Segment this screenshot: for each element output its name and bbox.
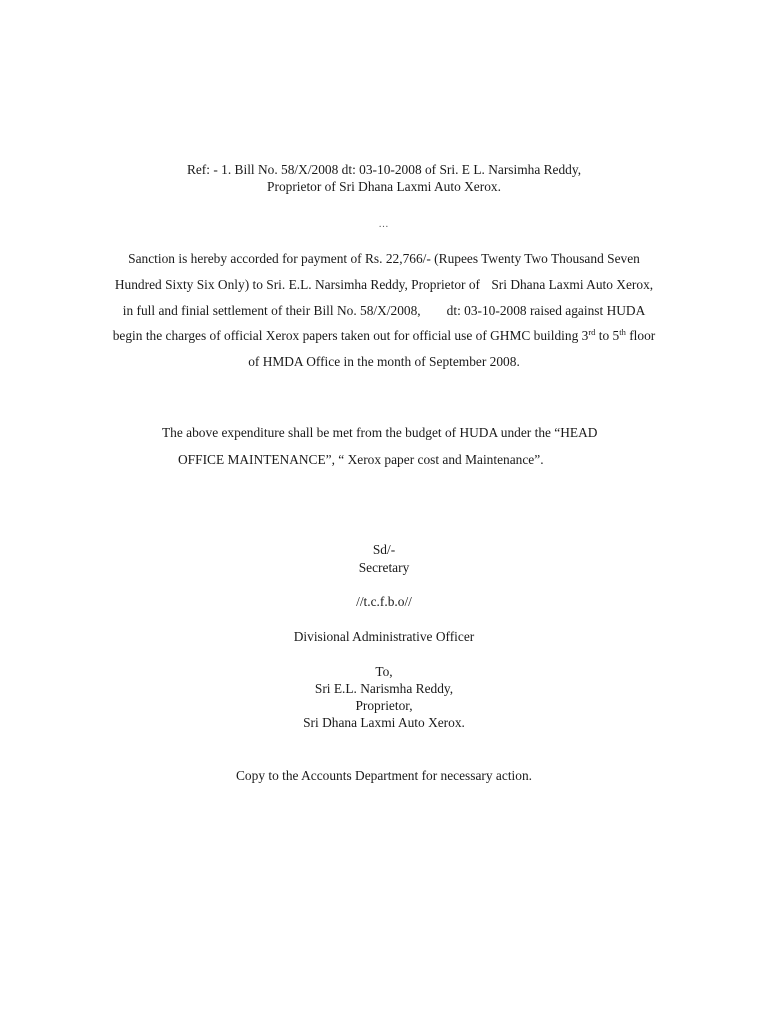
sanction-text-2: Sri Dhana Laxmi Auto Xerox, in full and finial settlement of their Bill No. 58/X/2008,: [122, 276, 654, 318]
reference-block: [0, 161, 768, 195]
signature-mark: Sd/-: [372, 542, 396, 557]
sanction-text-4: to 5: [595, 328, 620, 344]
superscript-th: th: [619, 327, 626, 338]
reference-line-1: Ref: - 1. Bill No. 58/X/2008 dt: 03-10-2008 of Sri. E L. Narsimha Reddy,: [186, 162, 582, 177]
separator: …: [378, 219, 390, 230]
signatory-title: Secretary: [358, 560, 410, 575]
recipient-to: To,: [375, 664, 393, 679]
expenditure-line-1: The above expenditure shall be met from the budget of HUDA under the “HEAD: [162, 425, 598, 440]
expenditure-line-2: OFFICE MAINTENANCE”, “ Xerox paper cost and Maintenance”.: [178, 452, 544, 467]
superscript-rd: rd: [588, 327, 596, 338]
recipient-designation: Proprietor,: [355, 698, 413, 713]
sanction-text-3: dt: 03-10-2008 raised against HUDA begin the charges of official Xerox papers taken out for official use of GHMC building 3: [112, 302, 646, 344]
copy-to-line: Copy to the Accounts Department for necessary action.: [236, 768, 532, 783]
reference-line-2: Proprietor of Sri Dhana Laxmi Auto Xerox.: [267, 179, 501, 194]
recipient-name: Sri E.L. Narismha Reddy,: [314, 681, 454, 696]
true-copy-marker: //t.c.f.b.o//: [356, 594, 412, 609]
sanction-paragraph: [112, 246, 656, 375]
expenditure-paragraph: [162, 419, 597, 473]
recipient-firm: Sri Dhana Laxmi Auto Xerox.: [303, 715, 465, 730]
sanction-text-1: Sanction is hereby accorded for payment of Rs. 22,766/- (Rupees Twenty Two Thousand Seven Hundred Sixty Six Only) to Sri. E.L. Narsimha Reddy, Proprietor of: [114, 251, 640, 292]
recipient-block: [0, 663, 768, 731]
sanction-text-5: floor of HMDA Office in the month of September 2008.: [248, 328, 656, 370]
officer-designation: Divisional Administrative Officer: [293, 629, 475, 644]
